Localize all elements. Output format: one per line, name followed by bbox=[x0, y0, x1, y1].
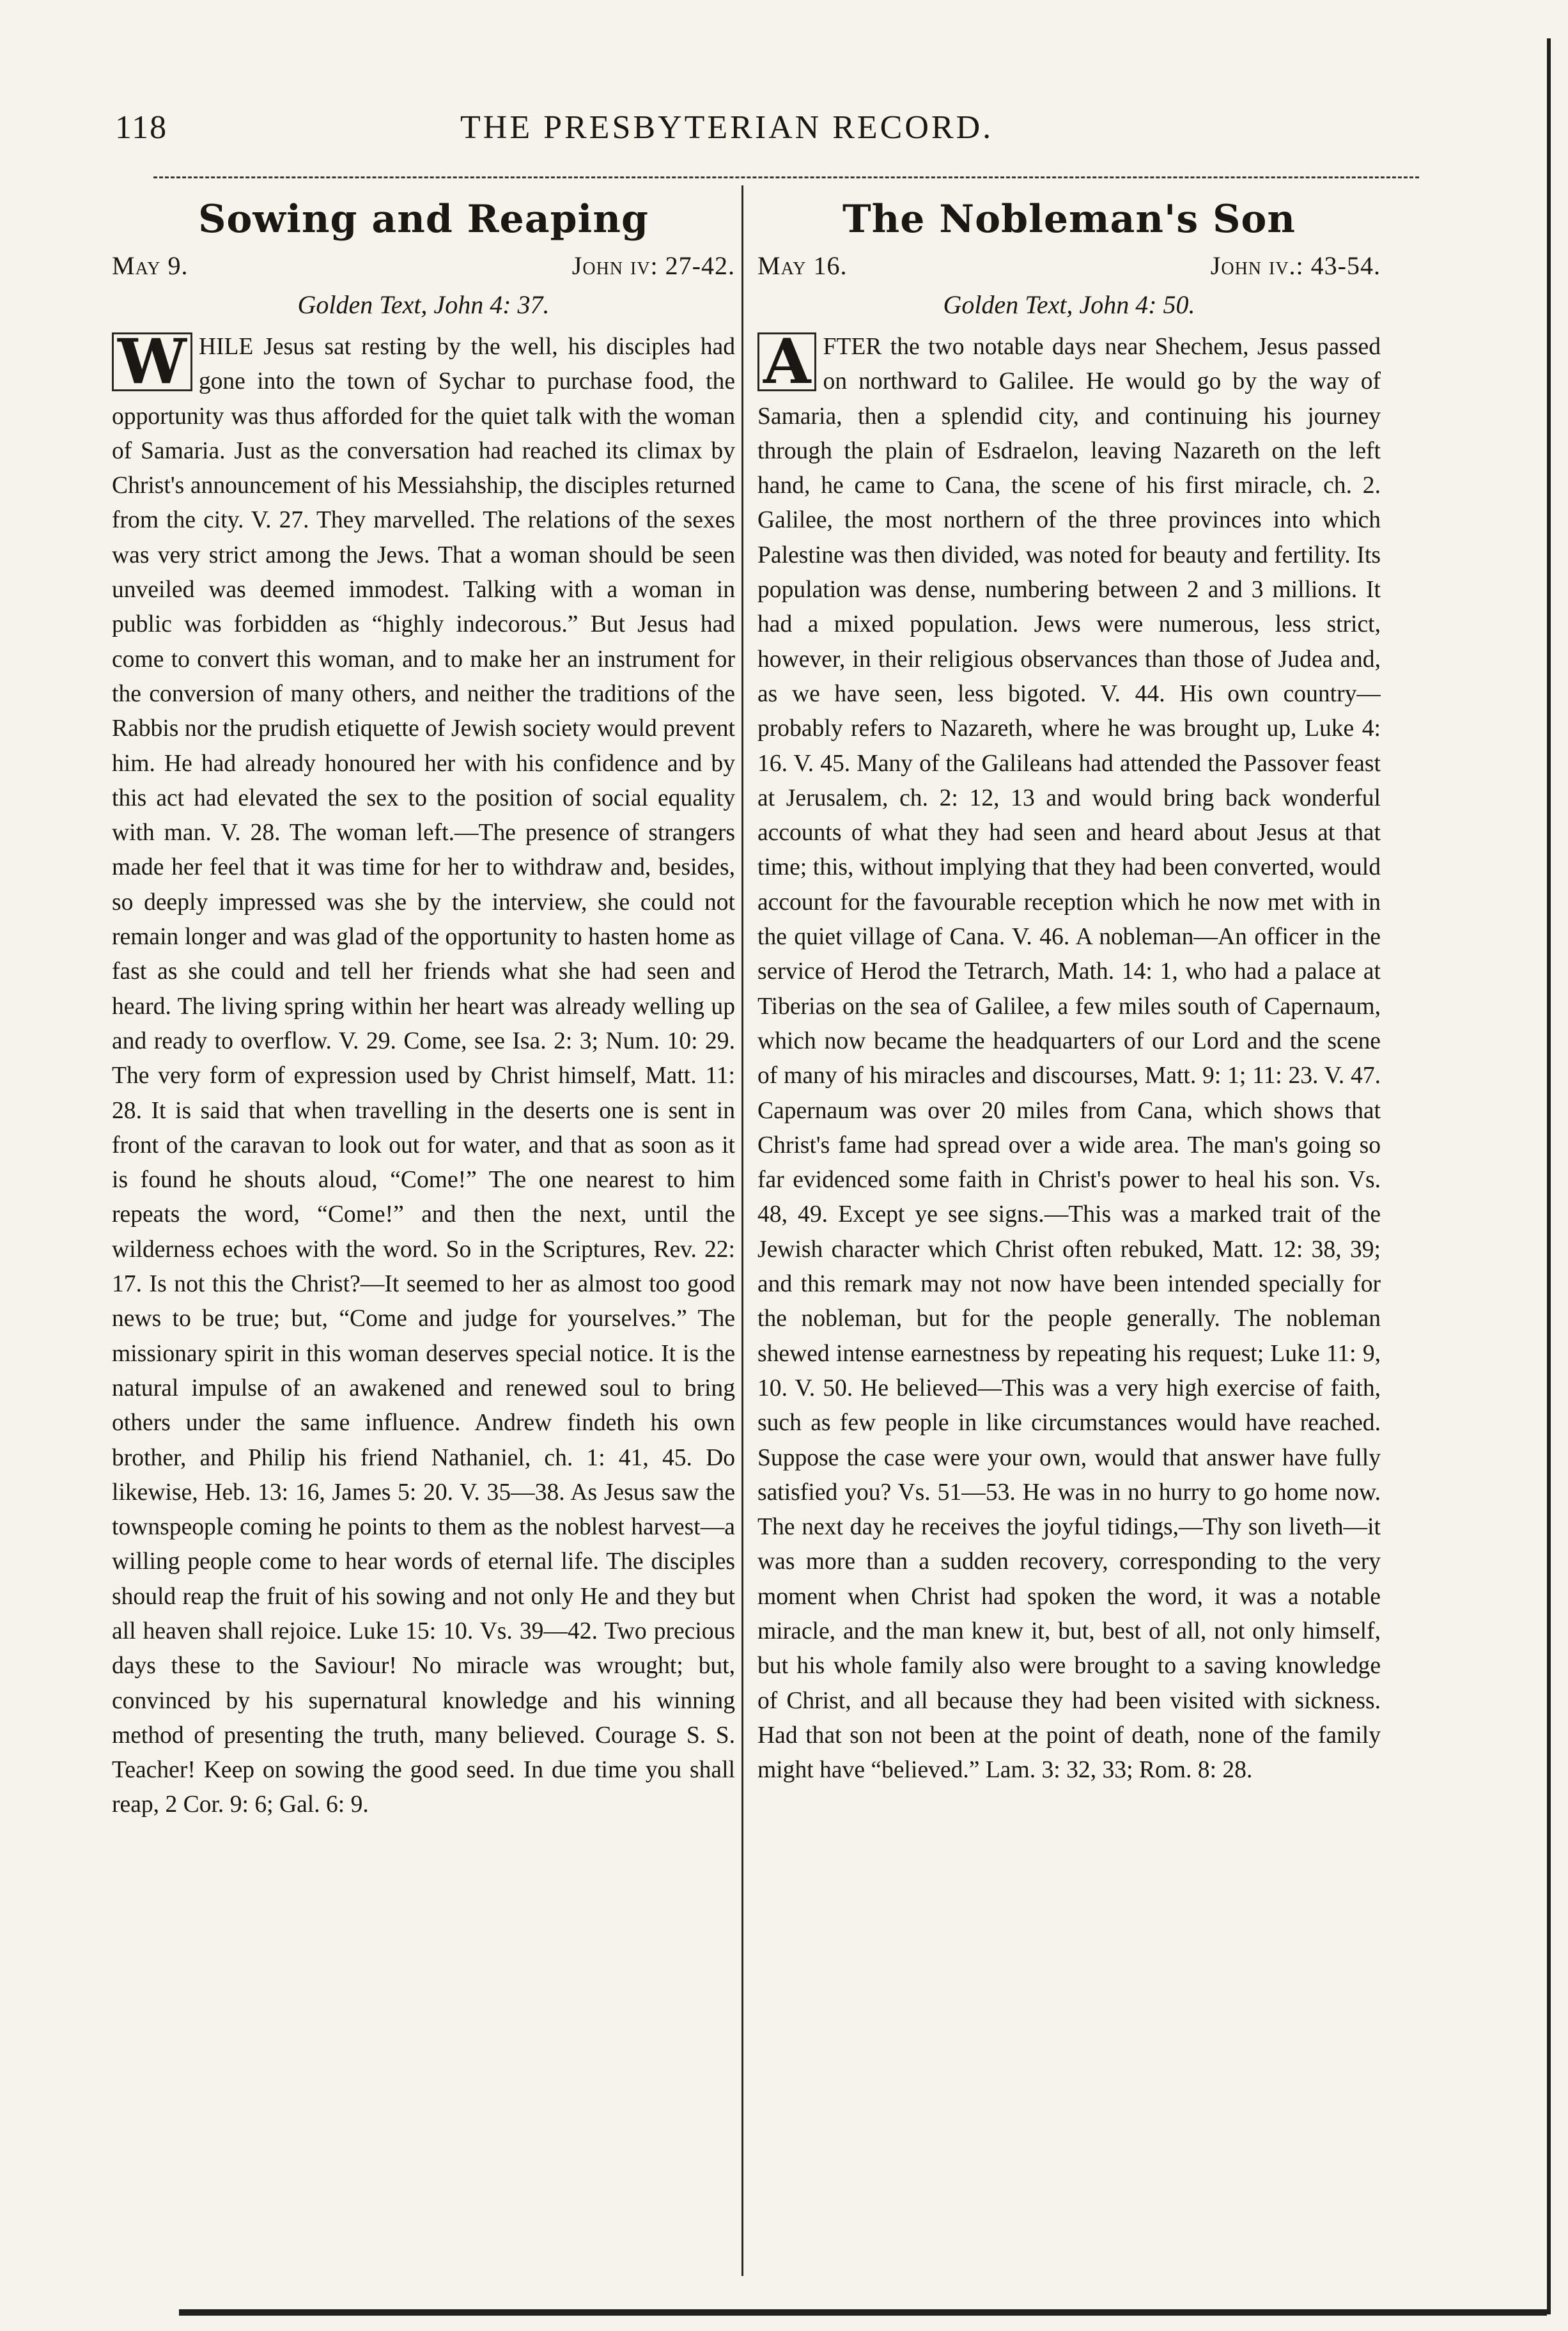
lesson-meta bbox=[757, 247, 1381, 285]
golden-text: Golden Text, John 4: 50. bbox=[943, 290, 1195, 319]
drop-cap: W bbox=[112, 332, 192, 391]
lesson-title: The Nobleman's Son bbox=[842, 197, 1296, 242]
lesson-reference: John iv: 27-42. bbox=[571, 251, 735, 280]
lesson-column-left bbox=[112, 192, 735, 2276]
lesson-date: May 16. bbox=[757, 251, 848, 280]
header-rule bbox=[153, 176, 1419, 178]
page-number: 118 bbox=[115, 109, 168, 146]
lesson-body bbox=[757, 325, 1381, 1788]
lesson-reference: John iv.: 43-54. bbox=[1210, 251, 1381, 280]
lesson-date: May 9. bbox=[112, 251, 189, 280]
column-divider bbox=[741, 185, 743, 2276]
lesson-title: Sowing and Reaping bbox=[198, 197, 649, 242]
lesson-body bbox=[112, 325, 735, 1823]
golden-text: Golden Text, John 4: 37. bbox=[297, 290, 550, 319]
lesson-column-right bbox=[757, 192, 1381, 2276]
lesson-meta bbox=[112, 247, 735, 285]
drop-cap: A bbox=[757, 332, 816, 391]
lesson-body-text: FTER the two notable days near Shechem, Jesus passed on northward to Galilee. He would go by the way of Samaria, then a splendid city, and continuing his journey through the plain of Esdraelon, leaving Nazareth on the left hand, he came to Cana, the scene of his first miracle, ch. 2. Galilee, the most northern of the three provinces into which Palestine was then divided, was noted for beauty and fertility. Its population was dense, numbering between 2 and 3 millions. It had a mixed population. Jews were numerous, less strict, however, in their religious observances than those of Judea and, as we have seen, less bigoted. V. 44. His own country—probably refers to Nazareth, where he was brought up, Luke 4: 16. V. 45. Many of the Galileans had attended the Passover feast at Jerusalem, ch. 2: 12, 13 and would bring back wonderful accounts of what they had seen and heard about Jesus at that time; this, without implying that they had been converted, would account for the favourable reception which he now met with in the quiet village of Cana. V. 46. A nobleman—An officer in the service of Herod the Tetrarch, Math. 14: 1, who had a palace at Tiberias on the sea of Galilee, a few miles south of Capernaum, which now became the headquarters of our Lord and the scene of many of his miracles and discourses, Matt. 9: 1; 11: 23. V. 47. Capernaum was over 20 miles from Cana, which shows that Christ's fame had spread over a wide area. The man's going so far evidenced some faith in Christ's power to heal his son. Vs. 48, 49. Except ye see signs.—This was a marked trait of the Jewish character which Christ often rebuked, Matt. 12: 38, 39; and this remark may not now have been intended specially for the nobleman, but for the people generally. The nobleman shewed intense earnestness by repeating his request; Luke 11: 9, 10. V. 50. He believed—This was a very high exercise of faith, such as few people in like circumstances would have reached. Suppose the case were your own, would that answer have fully satisfied you? Vs. 51—53. He was in no hurry to go home now. The next day he receives the joyful tidings,—Thy son liveth—it was more than a sudden recovery, corresponding to the very moment when Christ had spoken the word, it was a notable miracle, and the man knew it, but, best of all, not only himself, but his whole family also were brought to a saving knowledge of Christ, and all because they had been visited with sickness. Had that son not been at the point of death, none of the family might have “believed.” Lam. 3: 32, 33; Rom. 8: 28. bbox=[757, 334, 1381, 1784]
running-head bbox=[115, 109, 1432, 166]
lesson-body-text: HILE Jesus sat resting by the well, his disciples had gone into the town of Sychar to purchase food, the opportunity was thus afforded for the quiet talk with the woman of Samaria. Just as the conversation had reached its climax by Christ's announcement of his Messiahship, the disciples returned from the city. V. 27. They marvelled. The relations of the sexes was very strict among the Jews. That a woman should be seen unveiled was deemed immodest. Talking with a woman in public was forbidden as “highly indecorous.” But Jesus had come to convert this woman, and to make her an instrument for the conversion of many others, and neither the traditions of the Rabbis nor the prudish etiquette of Jewish society would prevent him. He had already honoured her with his confidence and by this act had elevated the sex to the position of social equality with man. V. 28. The woman left.—The presence of strangers made her feel that it was time for her to withdraw and, besides, so deeply impressed was she by the interview, she could not remain longer and was glad of the opportunity to hasten home as fast as she could and tell her friends what she had seen and heard. The living spring within her heart was already welling up and ready to overflow. V. 29. Come, see Isa. 2: 3; Num. 10: 29. The very form of expression used by Christ himself, Matt. 11: 28. It is said that when travelling in the deserts one is sent in front of the caravan to look out for water, and that as soon as it is found he shouts aloud, “Come!” The one nearest to him repeats the word, “Come!” and then the next, until the wilderness echoes with the word. So in the Scriptures, Rev. 22: 17. Is not this the Christ?—It seemed to her as almost too good news to be true; but, “Come and judge for yourselves.” The missionary spirit in this woman deserves special notice. It is the natural impulse of an awakened and renewed soul to bring others under the same influence. Andrew findeth his own brother, and Philip his friend Nathaniel, ch. 1: 41, 45. Do likewise, Heb. 13: 16, James 5: 20. V. 35—38. As Jesus saw the townspeople coming he points to them as the noblest harvest—a willing people come to hear words of eternal life. The disciples should reap the fruit of his sowing and not only He and they but all heaven shall rejoice. Luke 15: 10. Vs. 39—42. Two precious days these to the Saviour! No miracle was wrought; but, convinced by his supernatural knowledge and his winning method of presenting the truth, many believed. Courage S. S. Teacher! Keep on sowing the good seed. In due time you shall reap, 2 Cor. 9: 6; Gal. 6: 9. bbox=[112, 334, 735, 1818]
page-edge-right bbox=[1547, 38, 1551, 2314]
journal-title: THE PRESBYTERIAN RECORD. bbox=[460, 109, 994, 146]
page-edge-bottom bbox=[179, 2309, 1547, 2316]
